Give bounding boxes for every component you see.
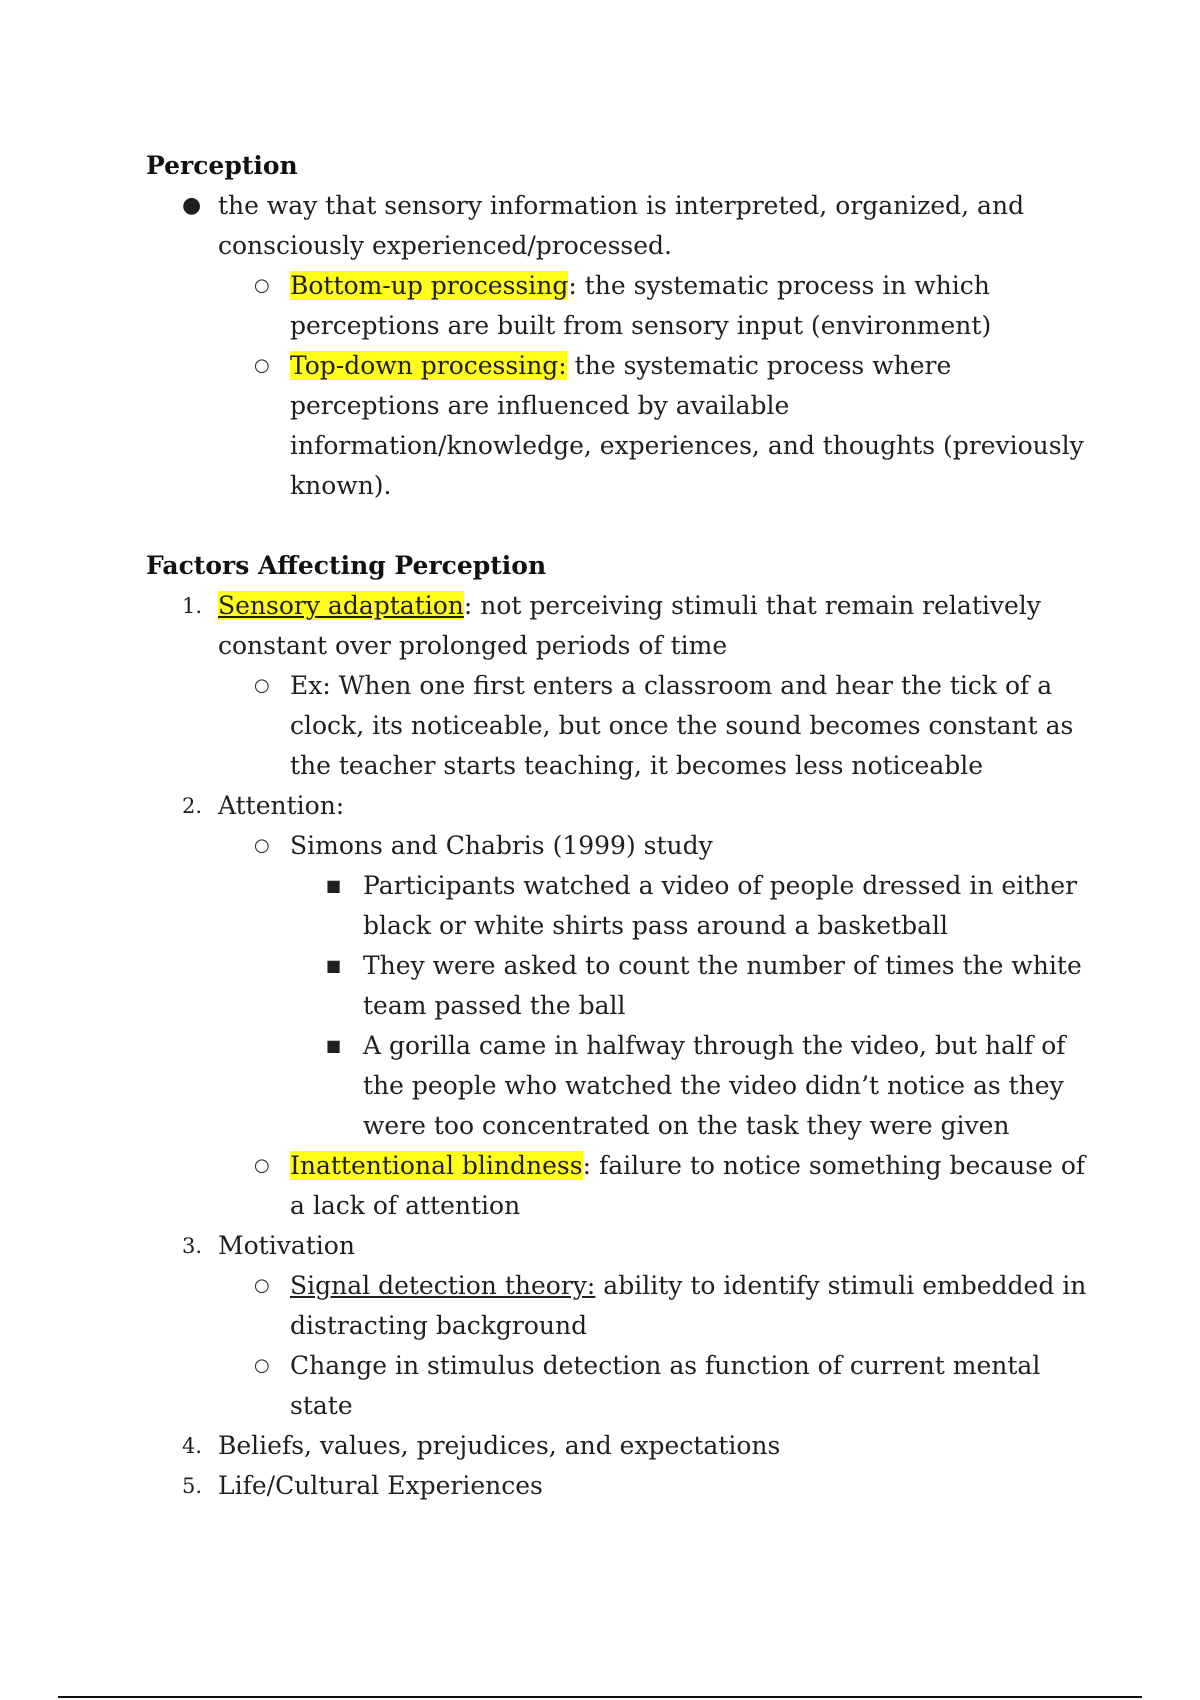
beliefs-label: Beliefs, values, prejudices, and expectations xyxy=(218,1431,781,1460)
circle-bullet-icon: ○ xyxy=(254,675,270,696)
circle-bullet-icon: ○ xyxy=(254,1155,270,1176)
factor-item-sensory-adaptation xyxy=(146,586,1096,666)
factors-heading: Factors Affecting Perception xyxy=(146,551,547,580)
sensory-adaptation-text: : not perceiving stimuli that remain relatively constant over prolonged periods of time xyxy=(218,591,1041,660)
top-down-text: the systematic process where perceptions are influenced by available information/knowledge, experiences, and thoughts (previously known). xyxy=(290,351,1084,500)
disc-bullet-icon: ● xyxy=(182,193,202,218)
signal-detection-text: ability to identify stimuli embedded in distracting background xyxy=(290,1271,1087,1340)
study-title: Simons and Chabris (1999) study xyxy=(290,831,713,860)
stimulus-change-text: Change in stimulus detection as function of current mental state xyxy=(290,1351,1041,1420)
square-bullet-icon: ■ xyxy=(326,956,342,975)
factor-number: 2. xyxy=(182,794,203,818)
document-body xyxy=(146,146,1096,1506)
circle-bullet-icon: ○ xyxy=(254,1275,270,1296)
factor-number: 5. xyxy=(182,1474,203,1498)
circle-bullet-icon: ○ xyxy=(254,835,270,856)
study-point: Participants watched a video of people dressed in either black or white shirts pass around a basketball xyxy=(363,871,1078,940)
factor-number: 3. xyxy=(182,1234,203,1258)
perception-definition: the way that sensory information is interpreted, organized, and consciously experienced/processed. xyxy=(218,191,1025,260)
study-item xyxy=(146,826,1096,866)
page-bottom-rule xyxy=(58,1696,1142,1698)
circle-bullet-icon: ○ xyxy=(254,1355,270,1376)
top-down-item xyxy=(146,346,1096,506)
square-bullet-icon: ■ xyxy=(326,876,342,895)
inattentional-blindness-term: Inattentional blindness xyxy=(290,1151,583,1180)
attention-label: Attention: xyxy=(218,791,345,820)
factor-item-beliefs xyxy=(146,1426,1096,1466)
bottom-up-text: : the systematic process in which perceptions are built from sensory input (environment) xyxy=(290,271,992,340)
circle-bullet-icon: ○ xyxy=(254,275,270,296)
motivation-label: Motivation xyxy=(218,1231,355,1260)
circle-bullet-icon: ○ xyxy=(254,355,270,376)
bottom-up-term: Bottom-up processing xyxy=(290,271,569,300)
perception-heading: Perception xyxy=(146,151,298,180)
factor-item-attention xyxy=(146,786,1096,826)
factor-number: 1. xyxy=(182,594,203,618)
factor-item-experiences xyxy=(146,1466,1096,1506)
top-down-term: Top-down processing: xyxy=(290,351,567,380)
section-spacer xyxy=(146,506,1096,546)
inattentional-blindness-text: : failure to notice something because of a lack of attention xyxy=(290,1151,1086,1220)
perception-definition-item xyxy=(146,186,1096,266)
inattentional-blindness-item xyxy=(146,1146,1096,1226)
square-bullet-icon: ■ xyxy=(326,1036,342,1055)
sensory-adaptation-term: Sensory adaptation xyxy=(218,591,464,620)
experiences-label: Life/Cultural Experiences xyxy=(218,1471,543,1500)
factor-item-motivation xyxy=(146,1226,1096,1266)
signal-detection-term: Signal detection theory: xyxy=(290,1271,596,1300)
stimulus-change-item xyxy=(146,1346,1096,1426)
study-point-item xyxy=(146,946,1096,1026)
factor-number: 4. xyxy=(182,1434,203,1458)
study-point-item xyxy=(146,866,1096,946)
study-point: A gorilla came in halfway through the video, but half of the people who watched the video didn’t notice as they were too concentrated on the task they were given xyxy=(363,1031,1066,1140)
study-point: They were asked to count the number of times the white team passed the ball xyxy=(363,951,1082,1020)
study-point-item xyxy=(146,1026,1096,1146)
sensory-adaptation-example-item xyxy=(146,666,1096,786)
sensory-adaptation-example: Ex: When one first enters a classroom and hear the tick of a clock, its noticeable, but once the sound becomes constant as the teacher starts teaching, it becomes less noticeable xyxy=(290,671,1074,780)
bottom-up-item xyxy=(146,266,1096,346)
signal-detection-item xyxy=(146,1266,1096,1346)
